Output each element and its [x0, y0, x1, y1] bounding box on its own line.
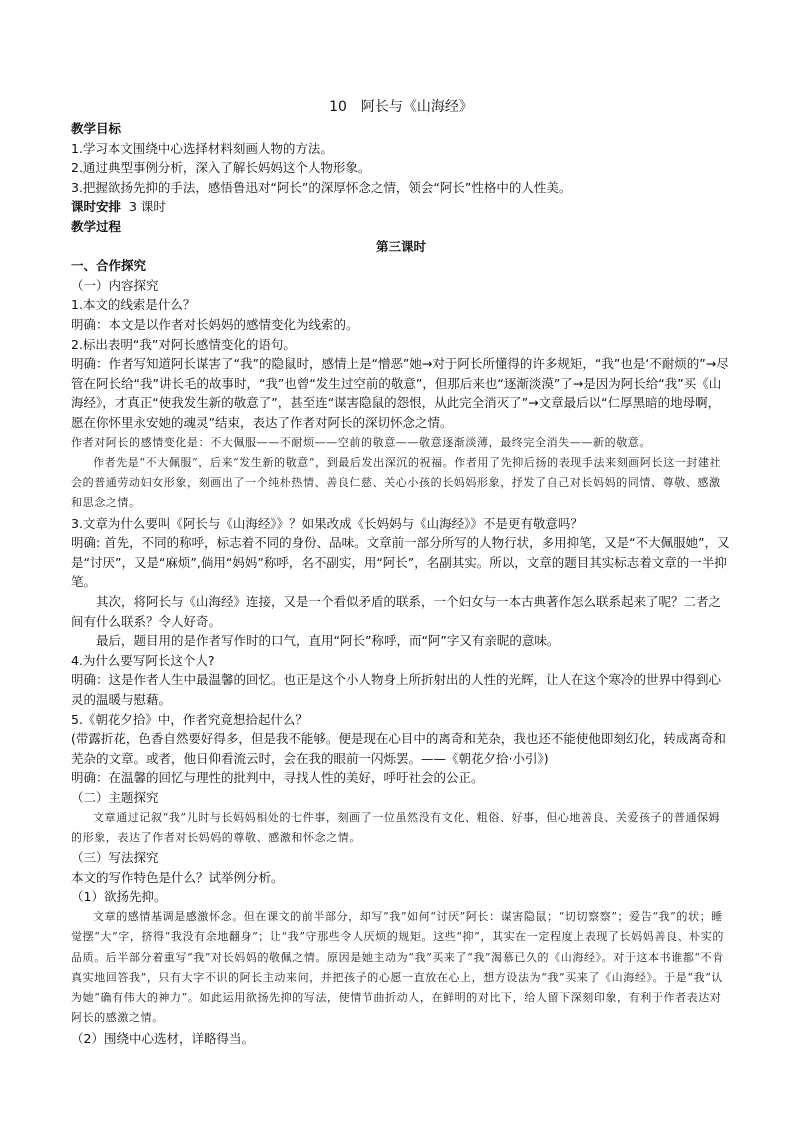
process-heading: 教学过程: [71, 218, 122, 234]
goal-item: 3.把握欲扬先抑的手法，感悟鲁迅对“阿长”的深厚怀念之情，领会“阿长”性格中的人性美。: [71, 179, 572, 195]
schedule-value: 3 课时: [128, 199, 166, 215]
lesson-number: 10: [329, 99, 347, 115]
goal-item: 1.学习本文围绕中心选择材料刻画人物的方法。: [71, 140, 333, 156]
question: 2.标出表明“我”对阿长感情变化的语句。: [71, 336, 296, 352]
answer: 明确：在温馨的回忆与理性的批判中，寻找人性的美好，呼吁社会的公正。: [71, 770, 484, 786]
subsection-heading: （二）主题探究: [71, 790, 159, 805]
answer: 最后，题目用的是作者写作时的口气，直用“阿长”称呼，而“阿”字又有亲昵的意味。: [96, 633, 560, 649]
answer: 明确：这是作者人生中最温馨的回忆。也正是这个小人物身上所折射出的人性的光辉，让人在这个寒冷的世界中得到心灵的温暖与慰藉。: [71, 672, 722, 708]
question: 4.为什么要写阿长这个人?: [71, 652, 215, 668]
lesson-title-text: 阿长与《山海经》: [360, 99, 473, 115]
handwritten-note: 作者先是“不大佩服”，后来“发生新的敬意”，到最后发出深沉的祝福。作者用了先抑后扬的表现手法来刻画阿长这一封建社会的普通劳动妇女形象，刻画出了一个纯朴热情、善良仁慈、关心小孩的长妈妈形象，抒发了自己对长妈妈的同情、尊敬、感激和思念之情。: [71, 455, 722, 510]
handwritten-note: 文章通过记叙“我”儿时与长妈妈相处的七件事，刻画了一位虽然没有文化、粗俗、好事，但心地善良、关爱孩子的普通保姆的形象，表达了作者对长妈妈的尊敬、感激和怀念之情。: [71, 810, 721, 844]
handwritten-note: 作者对阿长的感情变化是：不大佩服——不耐烦——空前的敬意——敬意逐渐淡薄，最终完全消失——新的敬意。: [71, 435, 651, 449]
quotation: (带露折花，色香自然要好得多，但是我不能够。便是现在心目中的离奇和芜杂，我也还不能使他即刻幻化，转成离奇和芜杂的文章。或者，他日仰看流云时，会在我的眼前一闪烁罢。——《朝花夕拾·小引》): [71, 731, 726, 766]
schedule-line: [71, 197, 731, 217]
question: 5.《朝花夕拾》中，作者究竟想拾起什么？: [71, 711, 308, 727]
answer: 明确：作者写知道阿长谋害了“我”的隐鼠时，感情上是“憎恶”她→对于阿长所懂得的许多规矩，“我”也是‘不耐烦的”→尽管在阿长给“我”讲长毛的故事时，“我”也曾“发生过空前的敬意”，但那后来也“逐渐淡漠”了→是因为阿长给“我”买《山海经》，才真正“使我发生新的敬意了”，甚至连“谋害隐鼠的怨恨，从此完全消灭了”→文章最后以“仁厚黑暗的地母啊，愿在你怀里永安她的魂灵”结束，表达了作者对阿长的深切怀念之情。: [71, 356, 729, 430]
section-heading: 一、合作探究: [71, 258, 147, 274]
goals-heading: 教学目标: [71, 121, 122, 136]
answer: 其次，将阿长与《山海经》连接，又是一个看似矛盾的联系，一个妇女与一本古典著作怎么联系起来了呢？二者之间有什么联系？令人好奇。: [71, 594, 722, 629]
schedule-label: 课时安排: [71, 199, 122, 215]
question: 本文的写作特色是什么？试举例分析。: [71, 869, 284, 885]
answer: 明确: 首先，不同的称呼，标志着不同的身份、品味。文章前一部分所写的人物行状，多用抑笔，又是“不大佩服她”，又是“讨厌”，又是“麻烦”,倘用“妈妈”称呼，名不副实，用“阿长”，名副其实。所以，文章的题目其实标志着文章的一半抑笔。: [71, 535, 730, 590]
question: 3.文章为什么要叫《阿长与《山海经》》？如果改成《长妈妈与《山海经》》不是更有敬意吗？: [71, 515, 583, 531]
lesson-title: [71, 96, 731, 118]
point: （1）欲扬先抑。: [71, 889, 167, 905]
goal-item: 2.通过典型事例分析，深入了解长妈妈这个人物形象。: [71, 160, 371, 176]
answer: 明确：本文是以作者对长妈妈的感情变化为线索的。: [71, 316, 359, 332]
question: 1.本文的线索是什么？: [71, 297, 196, 313]
handwritten-note: 文章的感情基调是感激怀念。但在课文的前半部分，却写“我”如何“讨厌”阿长：谋害隐鼠；“切切察察”；爱告“我”的状；睡觉摆“大”字，挤得“我没有余地翻身”；让“我”守那些令人厌烦的规矩。这些“抑”，其实在一定程度上表现了长妈妈善良、朴实的品质。后半部分着重写“我”对长妈妈的敬佩之情。原因是她主动为“我”买来了“我”渴慕已久的《山海经》。对于这本书谁都“不肯真实地回答我”，只有大字不识的阿长主动来问，并把孩子的心愿一直放在心上，想方设法为“我”买来了《山海经》。于是“我”认为她“确有伟大的神力”。如此运用欲扬先抑的写法，使情节曲折动人，在鲜明的对比下，给人留下深刻印象，有利于作者表达对阿长的感激之情。: [71, 909, 724, 1025]
document-body: [71, 96, 731, 1048]
lesson-period-heading: 第三课时: [375, 238, 426, 254]
subsection-heading: （一）内容探究: [71, 277, 159, 293]
point: （2）围绕中心选材，详略得当。: [71, 1030, 254, 1046]
subsection-heading: （三）写法探究: [71, 850, 159, 866]
